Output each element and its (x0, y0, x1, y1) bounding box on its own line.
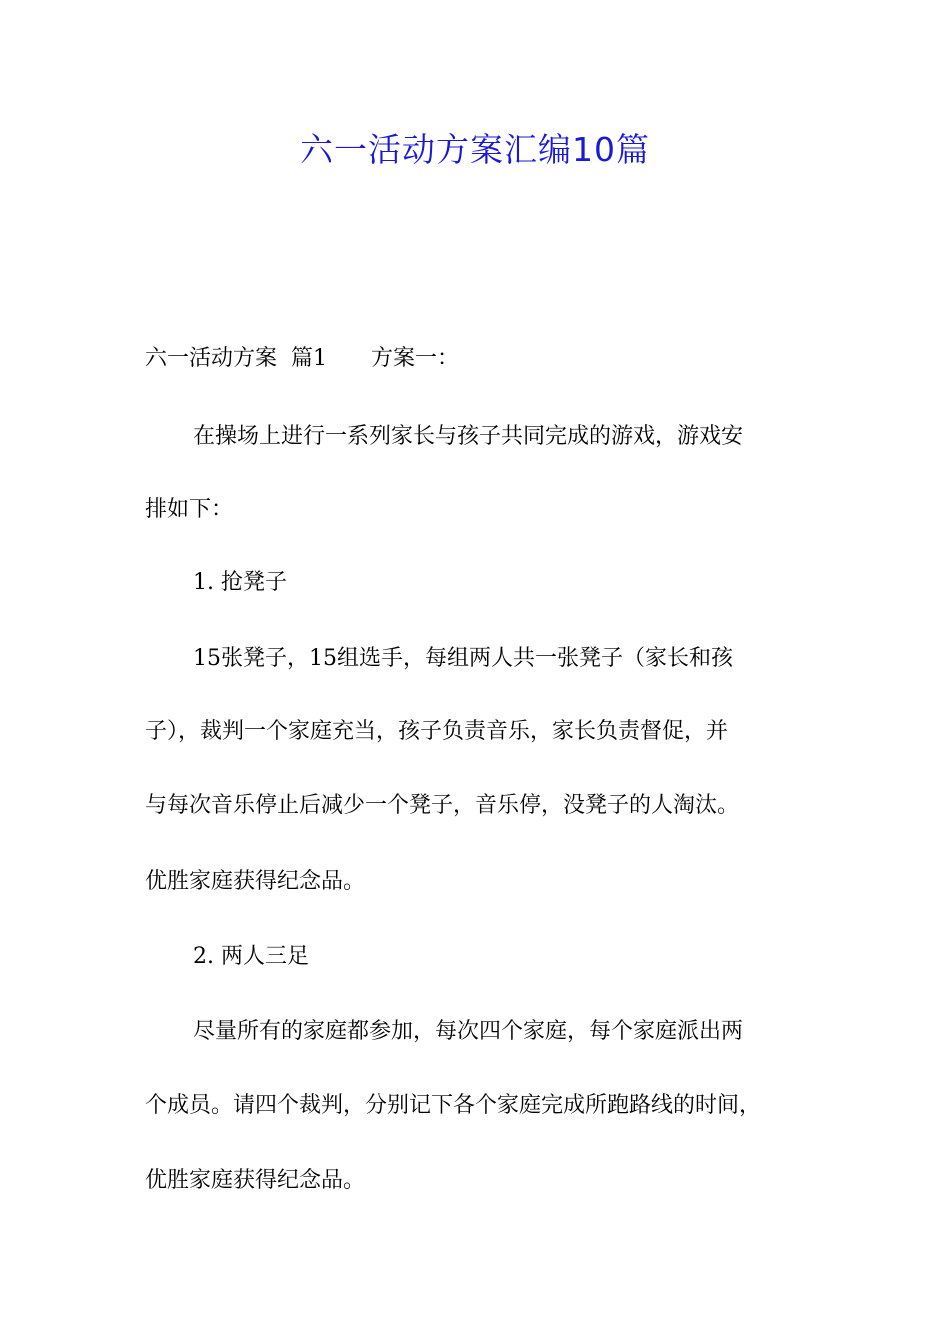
document-title: 六一活动方案汇编10篇 (300, 130, 650, 169)
section-heading (145, 343, 825, 375)
paragraph-line: 在操场上进行一系列家长与孩子共同完成的游戏，游戏安 (193, 424, 744, 449)
list-item-heading: 1. 抢凳子 (193, 570, 287, 595)
paragraph-line: 排如下： (145, 497, 234, 522)
section-heading-sub: 方案一： (370, 346, 459, 371)
paragraph-line: 与每次音乐停止后减少一个凳子，音乐停，没凳子的人淘汰。 (145, 793, 740, 818)
paragraph-line: 优胜家庭获得纪念品。 (145, 869, 366, 894)
section-heading-label: 六一活动方案 篇1 (145, 346, 327, 371)
list-item-heading: 2. 两人三足 (193, 944, 309, 969)
paragraph-line: 尽量所有的家庭都参加，每次四个家庭，每个家庭派出两 (193, 1019, 744, 1044)
paragraph-line: 个成员。请四个裁判，分别记下各个家庭完成所跑路线的时间， (145, 1093, 762, 1118)
paragraph-line: 优胜家庭获得纪念品。 (145, 1168, 366, 1193)
paragraph-line: 子），裁判一个家庭充当，孩子负责音乐，家长负责督促，并 (145, 719, 729, 744)
paragraph-line: 15张凳子，15组选手，每组两人共一张凳子（家长和孩 (193, 646, 733, 671)
